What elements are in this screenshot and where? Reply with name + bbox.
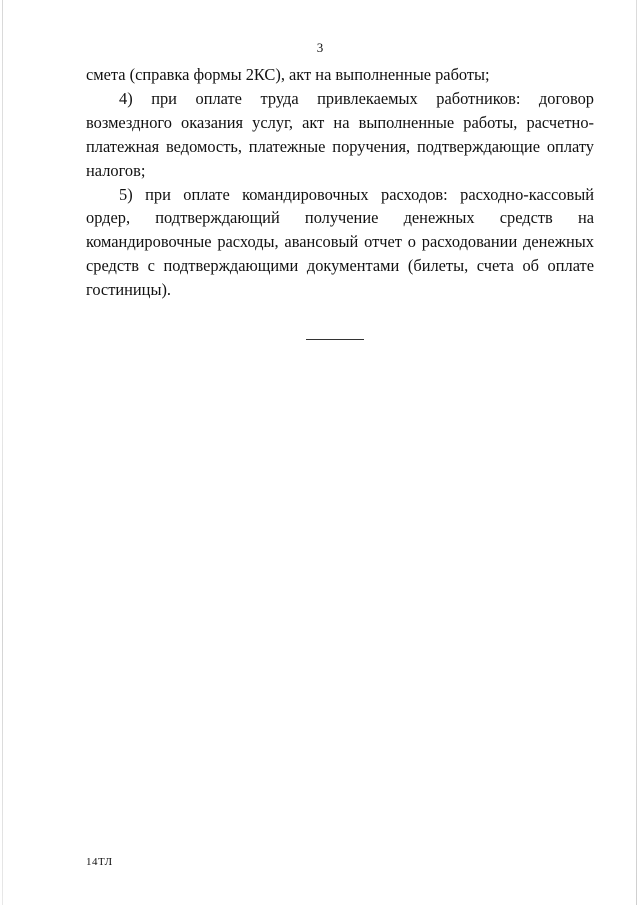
document-body [86,63,594,302]
footer-code: 14ТЛ [86,856,113,868]
paragraph-item-4: 4) при оплате труда привлекаемых работников: договор возмездного оказания услуг, акт на выполненные работы, расчетно-платежная ведомость, платежные поручения, подтверждающие оплату налогов; [86,88,594,180]
end-separator-line [306,339,364,340]
scan-edge-right [636,0,637,905]
scan-edge-left [2,0,3,905]
page-number: 3 [316,40,324,55]
paragraph-estimate: смета (справка формы 2КС), акт на выполненные работы; [86,65,490,84]
paragraph-item-5: 5) при оплате командировочных расходов: расходно-кассовый ордер, подтверждающий получение денежных средств на командировочные расходы, авансовый отчет о расходовании денежных средств с подтверждающими документами (билеты, счета об оплате гостиницы). [86,184,594,300]
